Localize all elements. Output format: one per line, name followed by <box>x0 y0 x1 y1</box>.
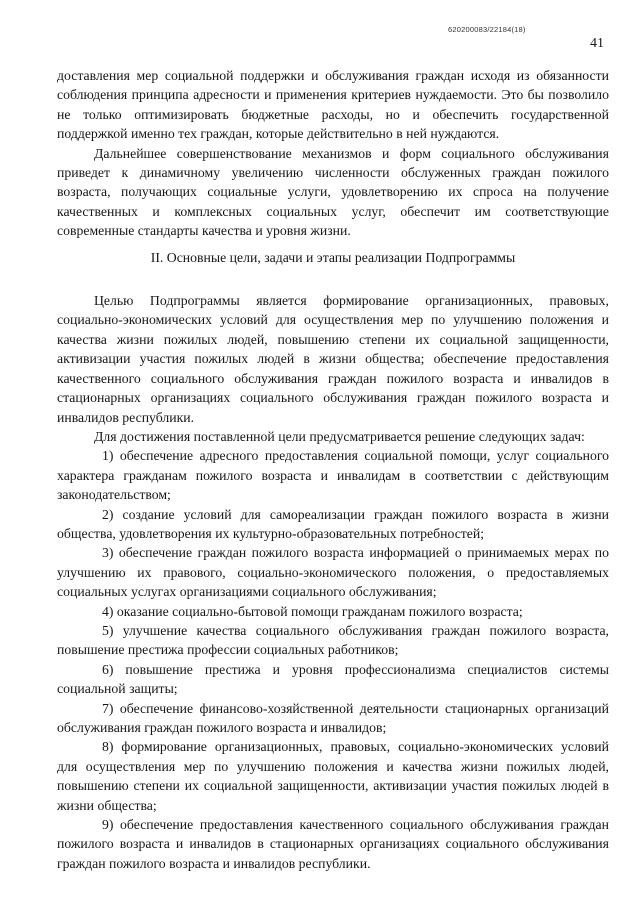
document-code: 620200083/22184(18) <box>448 25 526 34</box>
page-number: 41 <box>590 36 604 51</box>
task-item: 2) создание условий для самореализации граждан пожилого возраста в жизни общества, удовлетворения их культурно-образовательных потребностей; <box>57 506 609 541</box>
paragraph: Дальнейшее совершенствование механизмов и форм социального обслуживания приведет к динамичному увеличению численности обслуженных граждан пожилого возраста, получающих социальные услуги, удовлетворению их спроса на получение качественных и комплексных социальных услуг, обеспечит им соответствующие современные стандарты качества и уровня жизни. <box>57 145 609 239</box>
paragraph-continuation: доставления мер социальной поддержки и обслуживания граждан исходя из обязанности соблюдения принципа адресности и применения критериев нуждаемости. Это бы позволило не только оптимизировать бюджетные расходы, но и обеспечить государственной поддержкой именно тех граждан, которые действительно в ней нуждаются. <box>57 68 609 142</box>
task-item: 3) обеспечение граждан пожилого возраста информацией о принимаемых мерах по улучшению их правового, социально-экономического положения, о предоставляемых социальных услугах организациями социального обслуживания; <box>57 545 609 600</box>
task-item: 4) оказание социально-бытовой помощи гражданам пожилого возраста; <box>102 603 523 619</box>
task-item: 8) формирование организационных, правовых, социально-экономических условий для осуществления мер по улучшению положения и качества жизни пожилых людей, повышению степени их социальной защищенности, активизации участия пожилых людей в жизни общества; <box>57 739 609 813</box>
document-body <box>57 66 609 873</box>
paragraph-goal: Целью Подпрограммы является формирование организационных, правовых, социально-экономических условий для осуществления мер по улучшению положения и качества жизни пожилых людей, повышению степени их социальной защищенности, активизации участия пожилых людей в жизни общества; обеспечение предоставления качественного социального обслуживания граждан пожилого возраста и инвалидов в стационарных организациях социального обслуживания граждан пожилого возраста и инвалидов республики. <box>57 293 609 425</box>
task-item: 5) улучшение качества социального обслуживания граждан пожилого возраста, повышение престижа профессии социальных работников; <box>57 622 609 658</box>
task-item: 9) обеспечение предоставления качественного социального обслуживания граждан пожилого возраста и инвалидов в стационарных организациях социального обслуживания граждан пожилого возраста и инвалидов республики. <box>57 817 609 871</box>
task-item: 7) обеспечение финансово-хозяйственной деятельности стационарных организаций обслуживания граждан пожилого возраста и инвалидов; <box>57 700 609 735</box>
task-item: 6) повышение престижа и уровня профессионализма специалистов системы социальной защиты; <box>57 661 609 697</box>
task-item: 1) обеспечение адресного предоставления социальной помощи, услуг социального характера гражданам пожилого возраста и инвалидам в соответствии с действующим законодательством; <box>57 448 609 503</box>
section-heading: II. Основные цели, задачи и этапы реализации Подпрограммы <box>150 249 516 265</box>
paragraph-tasks-intro: Для достижения поставленной цели предусматривается решение следующих задач: <box>94 428 585 444</box>
